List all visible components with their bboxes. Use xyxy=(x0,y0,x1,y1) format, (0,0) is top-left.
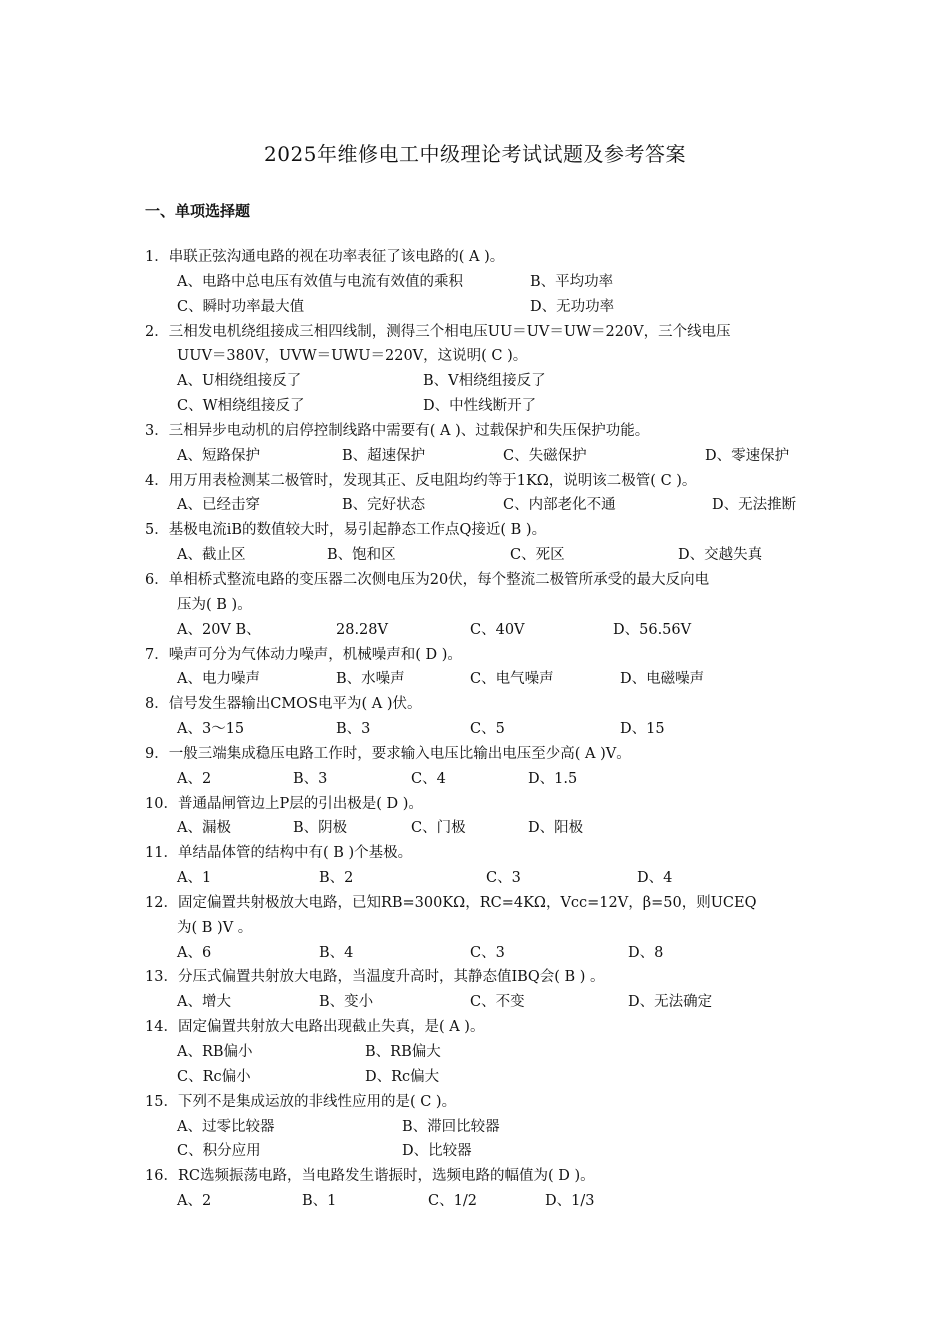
answer-option: B、V相绕组接反了 xyxy=(423,373,546,390)
answer-option: C、电气噪声 xyxy=(470,671,554,688)
answer-option: D、8 xyxy=(628,944,664,961)
answer-option: D、56.56V xyxy=(613,621,692,638)
answer-option: D、中性线断开了 xyxy=(423,398,537,415)
answer-option: A、6 xyxy=(177,944,212,961)
question-stem-continued: UUV＝380V，UVW＝UWU＝220V，这说明( C )。 xyxy=(177,348,528,365)
option-row xyxy=(145,667,825,692)
option-row xyxy=(145,394,825,419)
answer-option: B、RB偏大 xyxy=(365,1044,441,1060)
answer-option: C、40V xyxy=(470,621,525,638)
question-list xyxy=(145,245,825,1214)
answer-option: A、增大 xyxy=(177,994,231,1011)
answer-option: C、门极 xyxy=(411,820,466,837)
question-stem: 13．分压式偏置共射放大电路，当温度升高时，其静态值IBQ会( B ) 。 xyxy=(145,969,605,986)
option-row xyxy=(145,990,825,1015)
question-stem: 7．噪声可分为气体动力噪声，机械噪声和( D )。 xyxy=(145,646,462,663)
answer-option: A、RB偏小 xyxy=(177,1044,253,1060)
answer-option: B、超速保护 xyxy=(342,447,426,464)
option-row xyxy=(145,295,825,320)
question-stem: 12．固定偏置共射极放大电路，已知RB=300KΩ，RC=4KΩ，Vcc=12V，β=50，则UCEQ xyxy=(145,894,757,911)
option-row xyxy=(145,816,825,841)
option-row xyxy=(145,1115,825,1140)
question-stem: 8．信号发生器输出CMOS电平为( A )伏。 xyxy=(145,696,422,713)
option-row xyxy=(145,1189,825,1214)
answer-option: C、内部老化不通 xyxy=(503,497,616,514)
answer-option: D、4 xyxy=(637,870,673,887)
section-heading: 一、单项选择题 xyxy=(145,202,251,220)
answer-option: D、交越失真 xyxy=(678,547,763,564)
answer-option: A、3～15 xyxy=(177,721,245,738)
answer-option: B、阴极 xyxy=(293,820,348,837)
option-row xyxy=(145,543,825,568)
question-stem: 14．固定偏置共射放大电路出现截止失真，是( A )。 xyxy=(145,1019,485,1036)
answer-option: D、电磁噪声 xyxy=(620,671,705,688)
answer-option: C、W相绕组接反了 xyxy=(177,398,305,415)
answer-option: C、失磁保护 xyxy=(503,447,587,464)
question-stem-continued: 为( B )V 。 xyxy=(177,919,253,936)
answer-option: D、零速保护 xyxy=(705,447,790,464)
question-stem: 11．单结晶体管的结构中有( B )个基极。 xyxy=(145,845,413,862)
answer-option: B、1 xyxy=(302,1193,337,1210)
answer-option: A、20V B、 xyxy=(177,621,261,638)
answer-option: B、变小 xyxy=(319,994,374,1011)
option-row xyxy=(145,270,825,295)
question-stem: 9．一般三端集成稳压电路工作时，要求输入电压比输出电压至少高( A )V。 xyxy=(145,745,631,762)
question-stem: 16．RC选频振荡电路，当电路发生谐振时，选频电路的幅值为( D )。 xyxy=(145,1168,595,1185)
question-stem: 15．下列不是集成运放的非线性应用的是( C )。 xyxy=(145,1093,457,1110)
answer-option: D、Rc偏大 xyxy=(365,1068,440,1085)
answer-option: D、无法确定 xyxy=(628,994,713,1011)
answer-option: D、无功功率 xyxy=(530,298,615,315)
answer-option: A、2 xyxy=(177,770,212,787)
answer-option: B、3 xyxy=(293,770,328,787)
answer-option: C、3 xyxy=(470,944,505,961)
answer-option: D、阳极 xyxy=(528,820,584,837)
option-row xyxy=(145,1040,825,1065)
option-row xyxy=(145,493,825,518)
answer-option: A、电路中总电压有效值与电流有效值的乘积 xyxy=(177,273,463,290)
question-stem: 2．三相发电机绕组接成三相四线制，测得三个相电压UU＝UV＝UW＝220V，三个线电压 xyxy=(145,323,731,340)
answer-option: A、1 xyxy=(177,870,212,887)
option-row xyxy=(145,941,825,966)
question-stem: 5．基极电流iB的数值较大时，易引起静态工作点Q接近( B )。 xyxy=(145,522,547,539)
answer-option: C、4 xyxy=(411,770,446,787)
answer-option: A、漏极 xyxy=(177,820,231,837)
question-stem-continued: 压为( B )。 xyxy=(177,596,252,613)
answer-option: A、U相绕组接反了 xyxy=(177,373,302,390)
answer-option: C、3 xyxy=(486,870,521,887)
question-stem: 6．单相桥式整流电路的变压器二次侧电压为20伏，每个整流二极管所承受的最大反向电 xyxy=(145,571,710,588)
option-row xyxy=(145,866,825,891)
answer-option: B、4 xyxy=(319,944,354,961)
answer-option: B、滞回比较器 xyxy=(402,1118,500,1135)
answer-option: D、比较器 xyxy=(402,1143,472,1160)
answer-option: D、无法推断 xyxy=(712,497,797,514)
answer-option: A、过零比较器 xyxy=(177,1118,275,1135)
answer-option: C、死区 xyxy=(510,547,565,564)
option-row xyxy=(145,717,825,742)
option-row xyxy=(145,767,825,792)
answer-option: C、Rc偏小 xyxy=(177,1068,251,1085)
option-row xyxy=(145,444,825,469)
answer-option: A、电力噪声 xyxy=(177,671,260,688)
question-stem: 3．三相异步电动机的启停控制线路中需要有( A )、过载保护和失压保护功能。 xyxy=(145,422,650,439)
answer-option: C、不变 xyxy=(470,994,525,1011)
option-row xyxy=(145,1065,825,1090)
answer-option: C、瞬时功率最大值 xyxy=(177,298,305,315)
document-title: 2025年维修电工中级理论考试试题及参考答案 xyxy=(264,142,686,166)
answer-option: A、截止区 xyxy=(177,547,246,564)
answer-option: C、5 xyxy=(470,721,505,738)
answer-option: 28.28V xyxy=(336,621,388,638)
answer-option: A、已经击穿 xyxy=(177,497,260,514)
question-stem: 4．用万用表检测某二极管时，发现其正、反电阻均约等于1KΩ，说明该二极管( C )。 xyxy=(145,472,697,489)
answer-option: B、平均功率 xyxy=(530,273,614,290)
answer-option: D、1/3 xyxy=(545,1193,595,1210)
answer-option: C、积分应用 xyxy=(177,1143,261,1160)
answer-option: A、2 xyxy=(177,1193,212,1210)
answer-option: D、1.5 xyxy=(528,770,578,787)
option-row xyxy=(145,618,825,643)
question-stem: 10．普通晶闸管边上P层的引出极是( D )。 xyxy=(145,795,423,812)
answer-option: B、饱和区 xyxy=(327,547,396,564)
answer-option: B、水噪声 xyxy=(336,671,405,688)
answer-option: D、15 xyxy=(620,721,665,738)
answer-option: A、短路保护 xyxy=(177,447,260,464)
answer-option: B、2 xyxy=(319,870,354,887)
answer-option: B、完好状态 xyxy=(342,497,426,514)
question-stem: 1．串联正弦沟通电路的视在功率表征了该电路的( A )。 xyxy=(145,249,505,265)
answer-option: B、3 xyxy=(336,721,371,738)
option-row xyxy=(145,1139,825,1164)
option-row xyxy=(145,369,825,394)
answer-option: C、1/2 xyxy=(428,1193,477,1210)
